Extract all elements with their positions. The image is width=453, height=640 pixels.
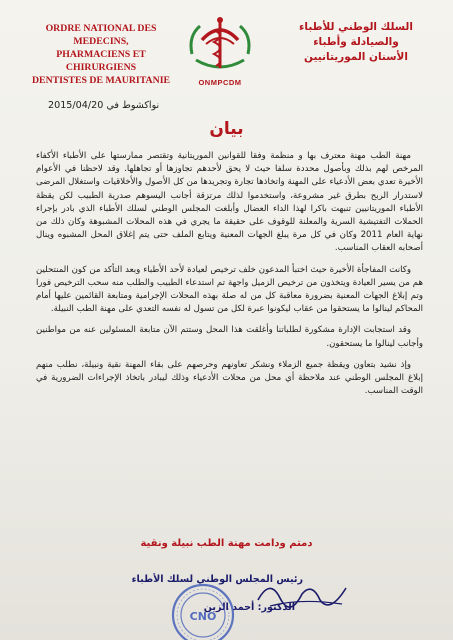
letterhead-arabic-line: السلك الوطني للأطباء bbox=[299, 21, 413, 33]
body-paragraph: وكانت المفاجأة الأخيرة حيث اختبأ المدعون خلف ترخيص لعيادة لأحد الأطباء وبعد التأكد من كون المنتحلين هم من يسير العيادة ويتخذون من ترخيص الزميل واجهة تم استدعاء الطبيب والطلب منه سحب الترخيص فورا وتم إبلاغ الجهات المعنية بضرورة معاقبة كل من له صلة بهذه المحلات الإجرامية ومتابعة القائمين عليها أمام المحاكم لينالوا ما يستحقوا من عقاب ليكونوا عبرة لكل من تسول له نفسه التعدي على مهنة الطب النبيلة. bbox=[36, 264, 423, 315]
logo-caption: ONMPCDM bbox=[198, 78, 242, 87]
body-paragraph: وقد استجابت الإدارة مشكورة لطلباتنا وأغلقت هذا المحل وستتم الآن متابعة المسئولين عنه من مواطنين وأجانب لينالوا ما يستحقون. bbox=[36, 325, 423, 349]
stamp-text: CNO bbox=[189, 610, 217, 623]
official-stamp bbox=[170, 582, 236, 640]
signatory-name: الدكتور: أحمد الزين bbox=[203, 602, 295, 613]
letterhead-arabic-line: الأسنان الموريتانيين bbox=[304, 51, 408, 63]
letterhead-french bbox=[22, 22, 180, 87]
body-paragraph: وإذ نشيد بتعاون ويقظة جميع الزملاء ونشكر تعاونهم وحرصهم على بقاء المهنة نقية ونبيلة، نطلب منهم إبلاغ المجلس الوطني عند ملاحظة أي محل من محلات الأدعياء وذلك ليبادر باتخاذ الإجراءات الضرورية في الوقت المناسب. bbox=[36, 359, 423, 397]
letterhead-arabic-line: والصيادلة وأطباء bbox=[313, 36, 399, 48]
letterhead-french-line: PHARMACIENS ET CHIRURGIENS bbox=[56, 49, 146, 73]
letterhead-arabic bbox=[281, 20, 431, 65]
body-paragraph: مهنة الطب مهنة معترف بها و منظمة وفقا للقوانين الموريتانية وتقتصر ممارستها على الأطباء الأكفاء المرخص لهم بذلك وبأصول محددة سلفا حيث لا يحق لأحدهم تجاوزها أو تجاهلها. وقد لاحظنا في الأعوام الأخيرة تعدي بعض الأدعياء على المهنة واتخاذها تجارة وتجريدها من كل الأصول والأخلاقيات واستغلال المرضى لاستدرار الربح بطرق غير مشروعة، واستخدموا لذلك مرتزقة أجانب اليسوهم صدرية الطبيب لكن يقظة الأطباء الموريتانيين تنبهت باكرا لهذا الداء العضال وأبلغت المجلس الوطني لسلك الأطباء الذي بادر بإجراء الحملات التفتيشية السرية والمعلنة للوقوف على حقيقة ما يجري في هذه المحلات المشبوهة وكان ذلك من نهاية العام 2011 وكان في كل مرة يبلغ الجهات المعنية ويتابع الملف حتى يتم إغلاق المحل المشبوه وينال أصحابه العقاب المناسب. bbox=[36, 151, 423, 254]
document-body bbox=[36, 150, 423, 406]
closing-line: دمتم ودامت مهنة الطب نبيلة ونقية bbox=[140, 538, 313, 549]
letterhead-french-line: ORDRE NATIONAL DES MEDECINS, bbox=[45, 23, 157, 47]
document-date: نواكشوط في 2015/04/20 bbox=[48, 100, 160, 111]
caduceus-logo-icon bbox=[182, 14, 258, 76]
signatory-title: رئيس المجلس الوطني لسلك الأطباء bbox=[131, 574, 303, 585]
letterhead-french-line: DENTISTES DE MAURITANIE bbox=[31, 75, 171, 86]
document-title: بيان bbox=[209, 119, 244, 139]
